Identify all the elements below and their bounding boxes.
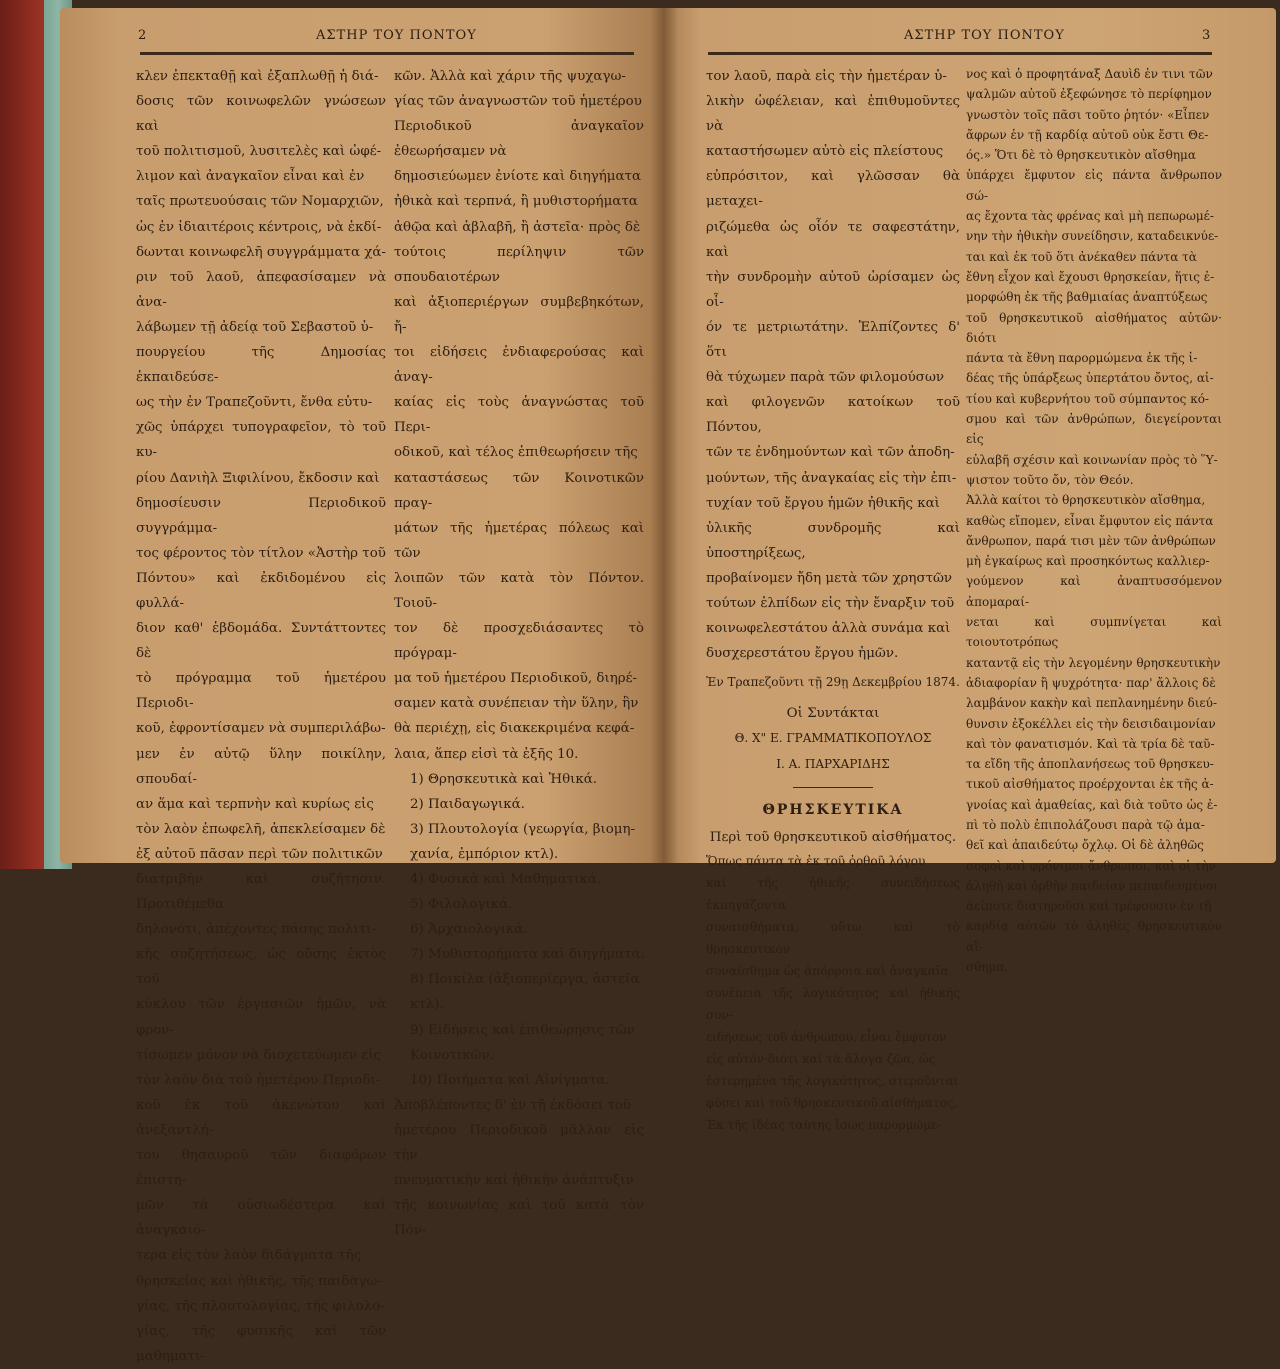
right-column-2 (966, 64, 1222, 977)
text-line: καὶ τῆς ἠθικῆς συνειδήσεως ἐκπηγάζοντα (706, 875, 960, 912)
text-line: ἠθικὰ καὶ τερπνά, ἢ μυθιστορήματα (394, 194, 638, 210)
text-line: ἀείποτε διατηροῦσι καὶ τρέφουσιν ἐν τῇ (966, 899, 1212, 914)
text-line: νος καὶ ὁ προφητάναξ Δαυὶδ ἐν τινι τῶν (966, 67, 1213, 81)
text-line: καταστάσεως τῶν Κοινοτικῶν πραγ- (394, 470, 644, 511)
right-page-number: 3 (1202, 28, 1212, 43)
text-line: σμου καὶ τῶν ἀνθρώπων, διεγείρονται εἰς (966, 412, 1222, 447)
text-line: ριν τοῦ λαοῦ, ἀπεφασίσαμεν νὰ ἀνα- (136, 269, 386, 310)
text-line: δωνται κοινωφελῆ συγγράμματα χά- (136, 244, 386, 260)
text-line: τον δὲ προσχεδιάσαντες τὸ πρόγραμ- (394, 621, 644, 662)
text-line: μα τοῦ ἡμετέρου Περιοδικοῦ, διηρέ- (394, 671, 638, 687)
text-line: θρησκείας καὶ ἠθικῆς, τῆς παιδαγω- (136, 1273, 382, 1289)
text-line: ἔθνη εἶχον καὶ ἔχουσι θρησκείαν, ἥτις ἐ- (966, 269, 1215, 284)
text-line: καταντᾷ εἰς τὴν λεγομένην θρησκευτικὴν (966, 655, 1221, 670)
text-line: εὐλαβῆ σχέσιν καὶ κοινωνίαν πρὸς τὸ Ὕ- (966, 452, 1218, 467)
text-line: τυχίαν τοῦ ἔργου ἡμῶν ἠθικῆς καὶ (706, 495, 940, 511)
dateline: Ἐν Τραπεζοῦντι τῇ 29ῃ Δεκεμβρίου 1874. (706, 675, 960, 690)
text-line: πνευματικὴν καὶ ἠθικὴν ἀνάπτυξιν (394, 1173, 634, 1189)
text-line: νην τὴν ἠθικὴν συνείδησιν, καταδεικνύε- (966, 229, 1219, 244)
right-running-head: ΑΣΤΗΡ ΤΟΥ ΠΟΝΤΟΥ (904, 28, 1065, 43)
text-line: θεῖ καὶ ἀπαιδεύτῳ ὄχλῳ. Οἱ δὲ ἀληθῶς (966, 838, 1204, 853)
toc-item: κτλ). (410, 997, 444, 1013)
toc-item: 2) Παιδαγωγικά. (410, 796, 525, 812)
text-line: τοι εἰδήσεις ἐνδιαφερούσας καὶ ἀναγ- (394, 345, 644, 386)
text-line: τὸν λαὸν διὰ τοῦ ἡμετέρου Περιοδι- (136, 1072, 381, 1088)
text-line: θὰ τύχωμεν παρὰ τῶν φιλομούσων (706, 370, 944, 386)
text-line: σαμεν κατὰ συνέπειαν τὴν ὕλην, ἣν (394, 696, 639, 712)
text-line: τὸ πρόγραμμα τοῦ ἡμετέρου Περιοδι- (136, 671, 386, 712)
text-line: τερα εἰς τὸν λαὸν διδάγματα τῆς (136, 1248, 362, 1264)
editors-label: Οἱ Συντάκται (786, 706, 880, 722)
text-line: δυσχερεστάτου ἔργου ἡμῶν. (706, 646, 899, 662)
text-line: δημοσιεύωμεν ἐνίοτε καὶ διηγήματα (394, 169, 641, 185)
left-header-rule (140, 52, 634, 55)
article-title: Περὶ τοῦ θρησκευτικοῦ αἰσθήματος. (709, 829, 957, 845)
left-page (60, 8, 664, 1364)
text-line: οδικοῦ, καὶ τέλος ἐπιθεωρήσειν τῆς (394, 445, 638, 461)
text-line: ὑλικῆς συνδρομῆς καὶ ὑποστηρίξεως, (706, 520, 960, 561)
toc-item: 9) Εἰδήσεις καὶ ἐπιθεώρησις τῶν (410, 1022, 635, 1038)
text-line: του θησαυροῦ τῶν διαφόρων ἐπιστη- (136, 1148, 386, 1189)
left-column-1 (136, 64, 386, 1369)
text-line: πάντα τὰ ἔθνη παρορμώμενα ἐκ τῆς ἰ- (966, 351, 1198, 366)
toc-item: Κοινοτικῶν. (410, 1047, 494, 1063)
text-line: Ὅπως πάντα τὰ ἐκ τοῦ ὀρθοῦ λόγου (706, 853, 926, 868)
text-line: λαμβάνον κακὴν καὶ πεπλανημένην διεύ- (966, 696, 1217, 711)
text-line: τικοῦ αἰσθήματος προέρχονται ἐκ τῆς ἀ- (966, 777, 1214, 792)
text-line: κύκλου τῶν ἐργασιῶν ἡμῶν, νὰ φρον- (136, 997, 386, 1038)
text-line: λοιπῶν τῶν κατὰ τὸν Πόντον. Τοιοῦ- (394, 570, 644, 611)
text-line: ψαλμῶν αὐτοῦ ἐξεφώνησε τὸ περίφημον (966, 87, 1212, 102)
toc-item: 3) Πλουτολογία (γεωργία, βιομη- (410, 821, 636, 837)
text-line: κῆς συζητήσεως, ὡς οὔσης ἐκτὸς τοῦ (136, 947, 386, 988)
text-line: τοῦ θρησκευτικοῦ αἰσθήματος αὐτῶν· διότι (966, 310, 1222, 345)
editor-name: Θ. Χ" Ε. ΓΡΑΜΜΑΤΙΚΟΠΟΥΛΟΣ (734, 731, 932, 746)
book-cover-edge (0, 0, 44, 869)
left-page-number: 2 (138, 28, 148, 43)
text-line: καταστήσωμεν αὐτὸ εἰς πλείστους (706, 144, 944, 160)
text-line: διατριβὴν καὶ συζήτησιν. Προτιθέμεθα (136, 872, 386, 913)
text-line: μούντων, τῆς ἀναγκαίας εἰς τὴν ἐπι- (706, 470, 957, 486)
toc-item: 1) Θρησκευτικὰ καὶ Ἠθικά. (410, 771, 598, 787)
text-line: προβαίνομεν ἤδη μετὰ τῶν χρηστῶν (706, 570, 953, 586)
text-line: μῶν τὰ οὐσιωδέστερα καὶ ἀναγκαιό- (136, 1198, 386, 1239)
text-line: σοφοὶ καὶ φρόνιμοι ἄνθρωποι, καὶ οἱ τὴν (966, 858, 1216, 873)
text-line: μὴ ἐγκαίρως καὶ προσηκόντως καλλιερ- (966, 554, 1210, 569)
text-line: δοσις τῶν κοινωφελῶν γνώσεων καὶ (136, 94, 386, 135)
text-line: ἐξ αὐτοῦ πᾶσαν περὶ τῶν πολιτικῶν (136, 846, 383, 862)
text-line: δέας τῆς ὑπάρξεως ὑπερτάτου ὄντος, αἰ- (966, 371, 1214, 386)
text-line: μορφώθη ἐκ τῆς βαθμιαίας ἀναπτύξεως (966, 290, 1208, 305)
section-title: ΘΡΗΣΚΕΥΤΙΚΑ (762, 801, 904, 818)
right-column-1 (706, 64, 960, 1136)
text-line: δημοσίευσιν Περιοδικοῦ συγγράμμα- (136, 495, 386, 536)
text-line: ται καὶ ἐκ τοῦ ὅτι ἀνέκαθεν πάντα τὰ (966, 249, 1197, 264)
text-line: καίας εἰς τοὺς ἀναγνώστας τοῦ Περι- (394, 395, 644, 436)
text-line: ἐστερημένα τῆς λογικότητος, στεροῦνται (706, 1073, 959, 1088)
text-line: ὡς ἐν ἰδιαιτέροις κέντροις, νὰ ἐκδί- (136, 219, 382, 235)
text-line: κοῦ ἐκ τοῦ ἀκενώτου καὶ ἀνεξαντλή- (136, 1097, 386, 1138)
text-line: ἄνθρωπον, παρά τισι μὲν τῶν ἀνθρώπων (966, 533, 1216, 548)
text-line: ἡμετέρου Περιοδικοῦ μᾶλλον εἰς τὴν (394, 1122, 644, 1164)
left-column-2 (394, 64, 644, 1243)
text-line: καὶ φιλογενῶν κατοίκων τοῦ Πόντου, (706, 395, 960, 436)
text-line: ἀθῷα καὶ ἀβλαβῆ, ἢ ἀστεῖα· πρὸς δὲ (394, 219, 641, 235)
text-line: τον λαοῦ, παρὰ εἰς τὴν ἡμετέραν ὑ- (706, 69, 947, 84)
text-line: τίου καὶ κυβερνήτου τοῦ σύμπαντος κό- (966, 391, 1209, 406)
text-line: γίας τῶν ἀναγνωστῶν τοῦ ἡμετέρου (394, 94, 642, 110)
text-line: χῶς ὑπάρχει τυπογραφεῖον, τὸ τοῦ κυ- (136, 420, 386, 461)
text-line: φύσει καὶ τοῦ θρησκευτικοῦ αἰσθήματος. (706, 1095, 958, 1110)
text-line: αν ἅμα καὶ τερπνὴν καὶ κυρίως εἰς (136, 796, 374, 812)
text-line: ριζώμεθα ὡς οἷόν τε σαφεστάτην, καὶ (706, 219, 960, 260)
text-line: ἀδιαφορίαν ἢ ψυχρότητα· παρ' ἄλλοις δὲ (966, 675, 1216, 690)
text-line: λιμον καὶ ἀναγκαῖον εἶναι καὶ ἐν (136, 169, 365, 185)
text-line: συνέπεια τῆς λογικότητος καὶ ἠθικῆς συν- (706, 985, 960, 1022)
text-line: ας ἔχοντα τὰς φρένας καὶ μὴ πεπωρωμέ- (966, 209, 1214, 224)
text-line: θὰ περιέχῃ, εἰς διακεκριμένα κεφά- (394, 721, 635, 737)
left-running-head: ΑΣΤΗΡ ΤΟΥ ΠΟΝΤΟΥ (316, 28, 477, 43)
text-line: κοῦ, ἐφροντίσαμεν νὰ συμπεριλάβω- (136, 721, 386, 737)
text-line: γνοίας καὶ ἀμαθείας, καὶ διὰ τοῦτο ὡς ἐ- (966, 797, 1218, 812)
text-line: Ἐκ τῆς ἰδέας ταύτης ἴσως παρορμώμε- (706, 1117, 942, 1132)
text-line: ὑπάρχει ἔμφυτον εἰς πάντα ἄνθρωπον σώ- (966, 168, 1222, 203)
text-line: ἀληθῆ καὶ ὀρθὴν παιδείαν πεπαιδευμένοι (966, 878, 1218, 893)
text-line: μάτων τῆς ἡμετέρας πόλεως καὶ τῶν (394, 520, 644, 561)
text-line: Ἀλλὰ καίτοι τὸ θρησκευτικὸν αἴσθημα, (966, 493, 1206, 508)
text-line: σθημα. (966, 960, 1009, 975)
text-line: Ἀποβλέποντες δ' ἐν τῇ ἐκδόσει τοῦ (394, 1097, 631, 1113)
text-line: Περιοδικοῦ ἀναγκαῖον ἐθεωρήσαμεν νὰ (394, 119, 644, 160)
text-line: όν τε μετριωτάτην. Ἐλπίζοντες δ' ὅτι (706, 319, 960, 361)
text-line: καθὼς εἴπομεν, εἶναι ἔμφυτον εἰς πάντα (966, 513, 1214, 528)
text-line: ταῖς πρωτευούσαις τῶν Νομαρχιῶν, (136, 194, 384, 210)
text-line: ρίου Δανιὴλ Ξιφιλίνου, ἔκδοσιν καὶ (136, 470, 380, 486)
text-line: κοινωφελεστάτου ἀλλὰ συνάμα καὶ (706, 621, 951, 637)
text-line: γνωστὸν τοῖς πᾶσι τοῦτο ῥητόν· «Εἶπεν (966, 107, 1210, 122)
text-line: τὴν συνδρομὴν αὐτοῦ ὡρίσαμεν ὡς οἷ- (706, 269, 960, 310)
text-line: ός.» Ὅτι δὲ τὸ θρησκευτικὸν αἴσθημα (966, 148, 1196, 163)
text-line: συναίσθημα ὡς ἀπόρροια καὶ ἀναγκαῖα (706, 963, 949, 978)
text-line: ως τὴν ἐν Τραπεζοῦντι, ἔνθα εὐτυ- (136, 395, 373, 411)
text-line: καὶ ἀξιοπεριέργων συμβεβηκότων, ἤ- (394, 294, 644, 335)
text-line: τῶν τε ἐνδημούντων καὶ τῶν ἀποδη- (706, 445, 955, 461)
text-line: τούτων ἐλπίδων εἰς τὴν ἔναρξιν τοῦ (706, 595, 955, 611)
text-line: καρδίᾳ αὐτῶν τὸ ἀληθὲς θρησκευτικὸν αἴ- (966, 919, 1222, 954)
text-line: λικὴν ὠφέλειαν, καὶ ἐπιθυμοῦντες νὰ (706, 94, 960, 135)
editor-name: Ι. Α. ΠΑΡΧΑΡΙΔΗΣ (776, 756, 890, 771)
toc-item: 4) Φυσικὰ καὶ Μαθηματικά. (410, 872, 602, 887)
text-line: γίας, τῆς φυσικῆς καὶ τῶν μαθηματι- (136, 1323, 386, 1364)
toc-item: 6) Ἀρχαιολογικά. (410, 922, 528, 938)
text-line: πουργείου τῆς Δημοσίας ἐκπαιδεύσε- (136, 345, 386, 386)
text-line: τούτοις περίληψιν τῶν σπουδαιοτέρων (394, 244, 644, 285)
section-divider (793, 787, 873, 788)
text-line: εὐπρόσιτον, καὶ γλῶσσαν θὰ μεταχει- (706, 169, 960, 210)
text-line: μεν ἐν αὐτῷ ὕλην ποικίλην, σπουδαί- (136, 746, 386, 787)
right-header-rule (708, 52, 1212, 55)
text-line: εἰς αὐτόν·διότι καὶ τὰ ἄλογα ζῷα, ὡς (706, 1051, 936, 1066)
text-line: τος φέροντος τὸν τίτλον «Ἀστὴρ τοῦ (136, 545, 386, 561)
text-line: κῶν. Ἀλλὰ καὶ χάριν τῆς ψυχαγω- (394, 69, 626, 84)
text-line: πὶ τὸ πολὺ ἐπιπολάζουσι παρὰ τῷ ἀμα- (966, 817, 1205, 832)
text-line: καὶ τὸν φανατισμόν. Καὶ τὰ τρία δὲ ταῦ- (966, 736, 1215, 751)
text-line: τίσωμεν μόνον νὰ διοχετεύωμεν εἰς (136, 1047, 382, 1063)
text-line: τῆς κοινωνίας καὶ τοῦ κατὰ τὸν Πόν- (394, 1198, 644, 1239)
text-line: ειδήσεως τοῦ ἀνθρώπου, εἶναι ἔμφυτον (706, 1029, 947, 1044)
text-line: λάβωμεν τῇ ἀδείᾳ τοῦ Σεβαστοῦ ὑ- (136, 319, 374, 335)
right-page (664, 8, 1276, 1132)
text-line: συναισθήματα, οὕτω καὶ τὸ θρησκευτικὸν (706, 919, 960, 956)
toc-item: 5) Φιλολογικά. (410, 897, 513, 913)
text-line: τοῦ πολιτισμοῦ, λυσιτελὲς καὶ ὠφέ- (136, 144, 382, 160)
text-line: δηλονότι, ἀπέχοντες πάσης πολιτι- (136, 922, 376, 938)
toc-item: 8) Ποικίλα (ἀξιοπερίεργα, ἀστεῖα (410, 972, 640, 988)
text-line: θυνσιν ἐξοκέλλει εἰς τὴν δεισιδαιμονίαν (966, 716, 1216, 731)
text-line: λαια, ἅπερ εἰσὶ τὰ ἑξῆς 10. (394, 746, 579, 762)
text-line: γίας, τῆς πλουτολογίας, τῆς φιλολο- (136, 1298, 385, 1314)
text-line: ἄφρων ἐν τῇ καρδίᾳ αὐτοῦ οὐκ ἔστι Θε- (966, 127, 1209, 142)
text-line: γούμενον καὶ ἀναπτυσσόμενον ἀπομαραί- (966, 574, 1222, 609)
toc-item: 10) Ποιήματα καὶ Αἰνίγματα. (410, 1072, 610, 1088)
text-line: νεται καὶ συμπνίγεται καὶ τοιουτοτρόπως (966, 615, 1222, 650)
toc-item: χανία, ἐμπόριον κτλ). (410, 846, 559, 862)
text-line: διον καθ' ἑβδομάδα. Συντάττοντες δὲ (136, 621, 386, 662)
text-line: ψιστον τοῦτο ὄν, τὸν Θεόν. (966, 472, 1134, 487)
text-line: κλεν ἐπεκταθῇ καὶ ἐξαπλωθῇ ἡ διά- (136, 69, 379, 84)
text-line: τα εἴδη τῆς ἀποπλανήσεως τοῦ θρησκευ- (966, 757, 1214, 772)
toc-item: 7) Μυθιστορήματα καὶ διηγήματα. (410, 947, 645, 963)
text-line: τὸν λαὸν ἐπωφελῆ, ἀπεκλείσαμεν δὲ (136, 821, 386, 837)
text-line: Πόντου» καὶ ἐκδιδομένου εἰς φυλλά- (136, 570, 386, 611)
